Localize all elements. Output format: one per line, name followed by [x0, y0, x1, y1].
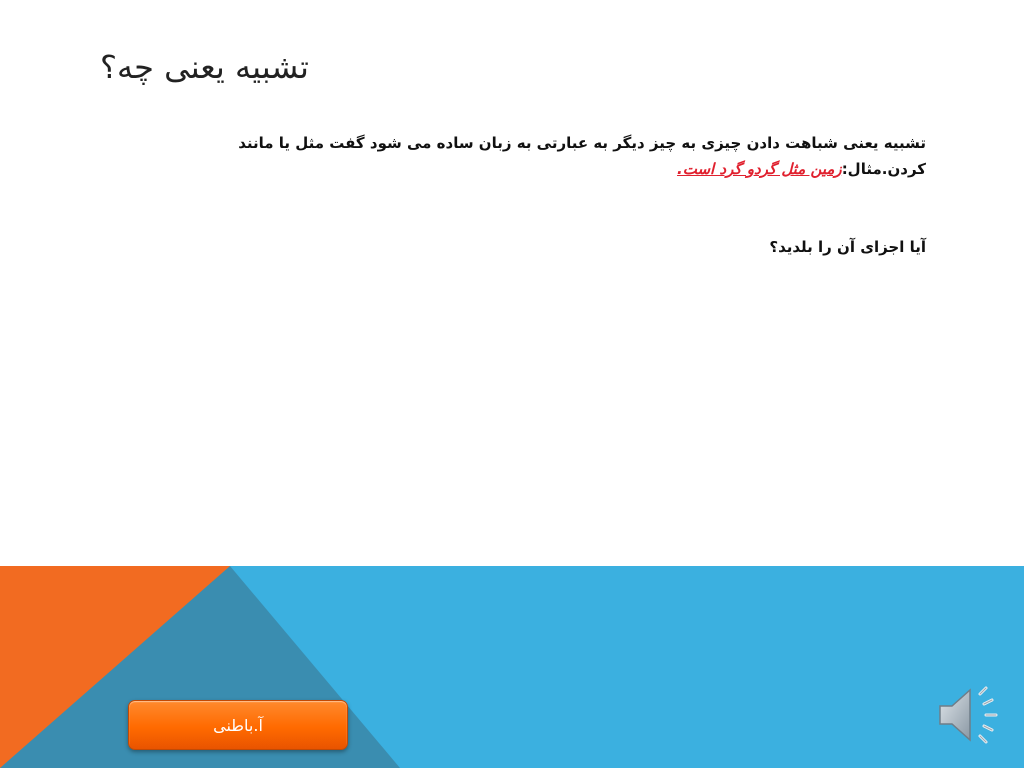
- definition-text: تشبیه یعنی شباهت دادن چیزی به چیز دیگر به عبارتی به زبان ساده می شود گفت مثل یا مانند کردن.مثال:: [238, 134, 926, 178]
- example-sentence: زمین مثل گردو گرد است.: [677, 160, 842, 178]
- author-button[interactable]: آ.باطنی: [128, 700, 348, 750]
- slide-title: تشبیه یعنی چه؟: [100, 48, 309, 86]
- definition-paragraph: [206, 130, 926, 182]
- question-text: آیا اجزای آن را بلدید؟: [769, 238, 926, 256]
- speaker-icon[interactable]: [936, 684, 1004, 746]
